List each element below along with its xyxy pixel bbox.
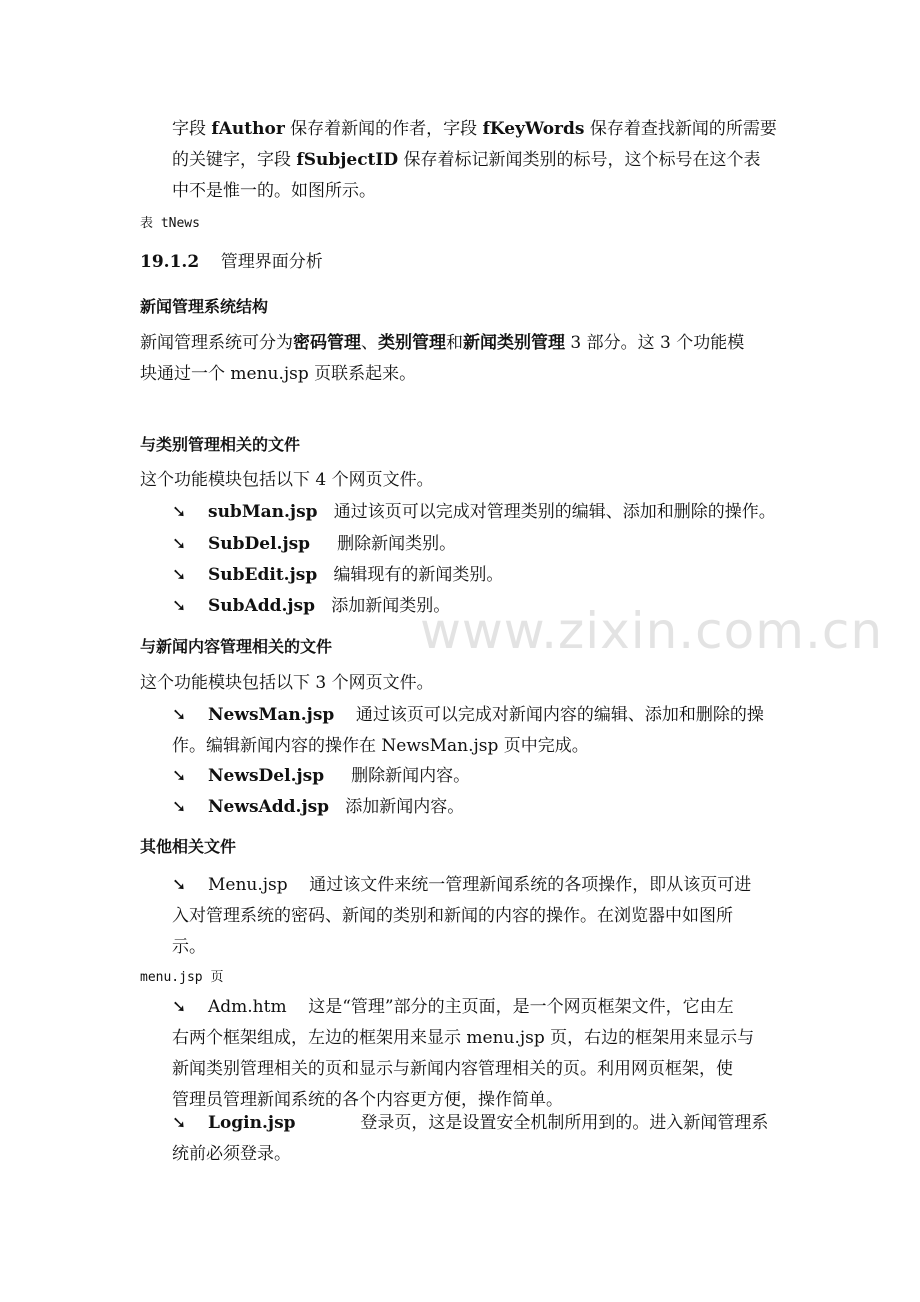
category-files-heading: 与类别管理相关的文件: [140, 435, 301, 454]
file-name: SubEdit.jsp: [208, 565, 318, 585]
intro-line-2: 的关键字，字段 fSubjectID 保存着标记新闻类别的标号，这个标号在这个表: [172, 150, 761, 170]
section-title-text: 管理界面分析: [220, 252, 323, 272]
arrow-bullet-icon: ➘: [172, 1113, 187, 1133]
file-description: 删除新闻类别。: [337, 534, 457, 554]
list-item: [172, 792, 784, 823]
file-description: 通过该页可以完成对管理类别的编辑、添加和删除的操作。: [333, 502, 776, 522]
file-description: 删除新闻内容。: [351, 766, 471, 786]
file-description: 通过该页可以完成对新闻内容的编辑、添加和删除的操: [355, 705, 764, 725]
file-name: Adm.htm: [208, 997, 287, 1017]
list-item: [172, 560, 784, 591]
news-files-intro: 这个功能模块包括以下 3 个网页文件。: [140, 673, 434, 693]
arrow-bullet-icon: ➘: [172, 705, 187, 725]
menu-caption: menu.jsp 页: [140, 970, 224, 985]
list-item: [172, 870, 784, 963]
file-description-cont: 入对管理系统的密码、新闻的类别和新闻的内容的操作。在浏览器中如图所: [172, 906, 733, 926]
table-caption: 表 tNews: [140, 216, 200, 231]
file-name: subMan.jsp: [208, 502, 318, 522]
arrow-bullet-icon: ➘: [172, 502, 187, 522]
structure-paragraph: [140, 328, 785, 390]
list-item: [172, 591, 784, 622]
file-description: 添加新闻类别。: [331, 596, 451, 616]
file-description: 编辑现有的新闻类别。: [333, 565, 504, 585]
file-name: SubAdd.jsp: [208, 596, 316, 616]
list-item: [172, 1108, 784, 1170]
intro-paragraph: [172, 114, 784, 207]
file-description-cont: 右两个框架组成，左边的框架用来显示 menu.jsp 页，右边的框架用来显示与: [172, 1028, 755, 1048]
news-files-heading: 与新闻内容管理相关的文件: [140, 637, 333, 656]
file-name: SubDel.jsp: [208, 534, 311, 554]
watermark: www.zixin.com.cn: [420, 602, 884, 660]
file-description: 添加新闻内容。: [345, 797, 465, 817]
arrow-bullet-icon: ➘: [172, 565, 187, 585]
other-files-heading: 其他相关文件: [140, 837, 237, 856]
arrow-bullet-icon: ➘: [172, 596, 187, 616]
file-description-cont: 管理员管理新闻系统的各个内容更方便，操作简单。: [172, 1090, 563, 1110]
list-item: [172, 497, 784, 528]
file-name: Menu.jsp: [208, 875, 288, 895]
arrow-bullet-icon: ➘: [172, 997, 187, 1017]
file-name: NewsMan.jsp: [208, 705, 335, 725]
section-title: [140, 248, 785, 276]
file-description-cont: 新闻类别管理相关的页和显示与新闻内容管理相关的页。利用网页框架，使: [172, 1059, 733, 1079]
arrow-bullet-icon: ➘: [172, 534, 187, 554]
structure-line-1: 新闻管理系统可分为密码管理、类别管理和新闻类别管理 3 部分。这 3 个功能模: [140, 333, 745, 353]
file-description-cont: 统前必须登录。: [172, 1144, 291, 1164]
file-description: 登录页，这是设置安全机制所用到的。进入新闻管理系: [360, 1113, 769, 1133]
file-name: NewsAdd.jsp: [208, 797, 330, 817]
file-description-cont: 作。编辑新闻内容的操作在 NewsMan.jsp 页中完成。: [172, 736, 589, 756]
section-number: 19.1.2: [140, 252, 200, 272]
file-name: NewsDel.jsp: [208, 766, 325, 786]
file-description: 通过该文件来统一管理新闻系统的各项操作，即从该页可进: [309, 875, 752, 895]
list-item: [172, 700, 784, 762]
file-description-cont: 示。: [172, 937, 206, 957]
list-item: [172, 529, 784, 560]
file-name: Login.jsp: [208, 1113, 296, 1133]
list-item: [172, 992, 784, 1116]
structure-line-2: 块通过一个 menu.jsp 页联系起来。: [140, 364, 417, 384]
arrow-bullet-icon: ➘: [172, 875, 187, 895]
structure-heading: 新闻管理系统结构: [140, 297, 269, 316]
intro-line-1: 字段 fAuthor 保存着新闻的作者，字段 fKeyWords 保存着查找新闻的所需要: [172, 119, 777, 139]
arrow-bullet-icon: ➘: [172, 766, 187, 786]
arrow-bullet-icon: ➘: [172, 797, 187, 817]
file-description: 这是“管理”部分的主页面，是一个网页框架文件，它由左: [308, 997, 734, 1017]
list-item: [172, 761, 784, 792]
category-files-intro: 这个功能模块包括以下 4 个网页文件。: [140, 470, 434, 490]
intro-line-3: 中不是惟一的。如图所示。: [172, 181, 376, 201]
